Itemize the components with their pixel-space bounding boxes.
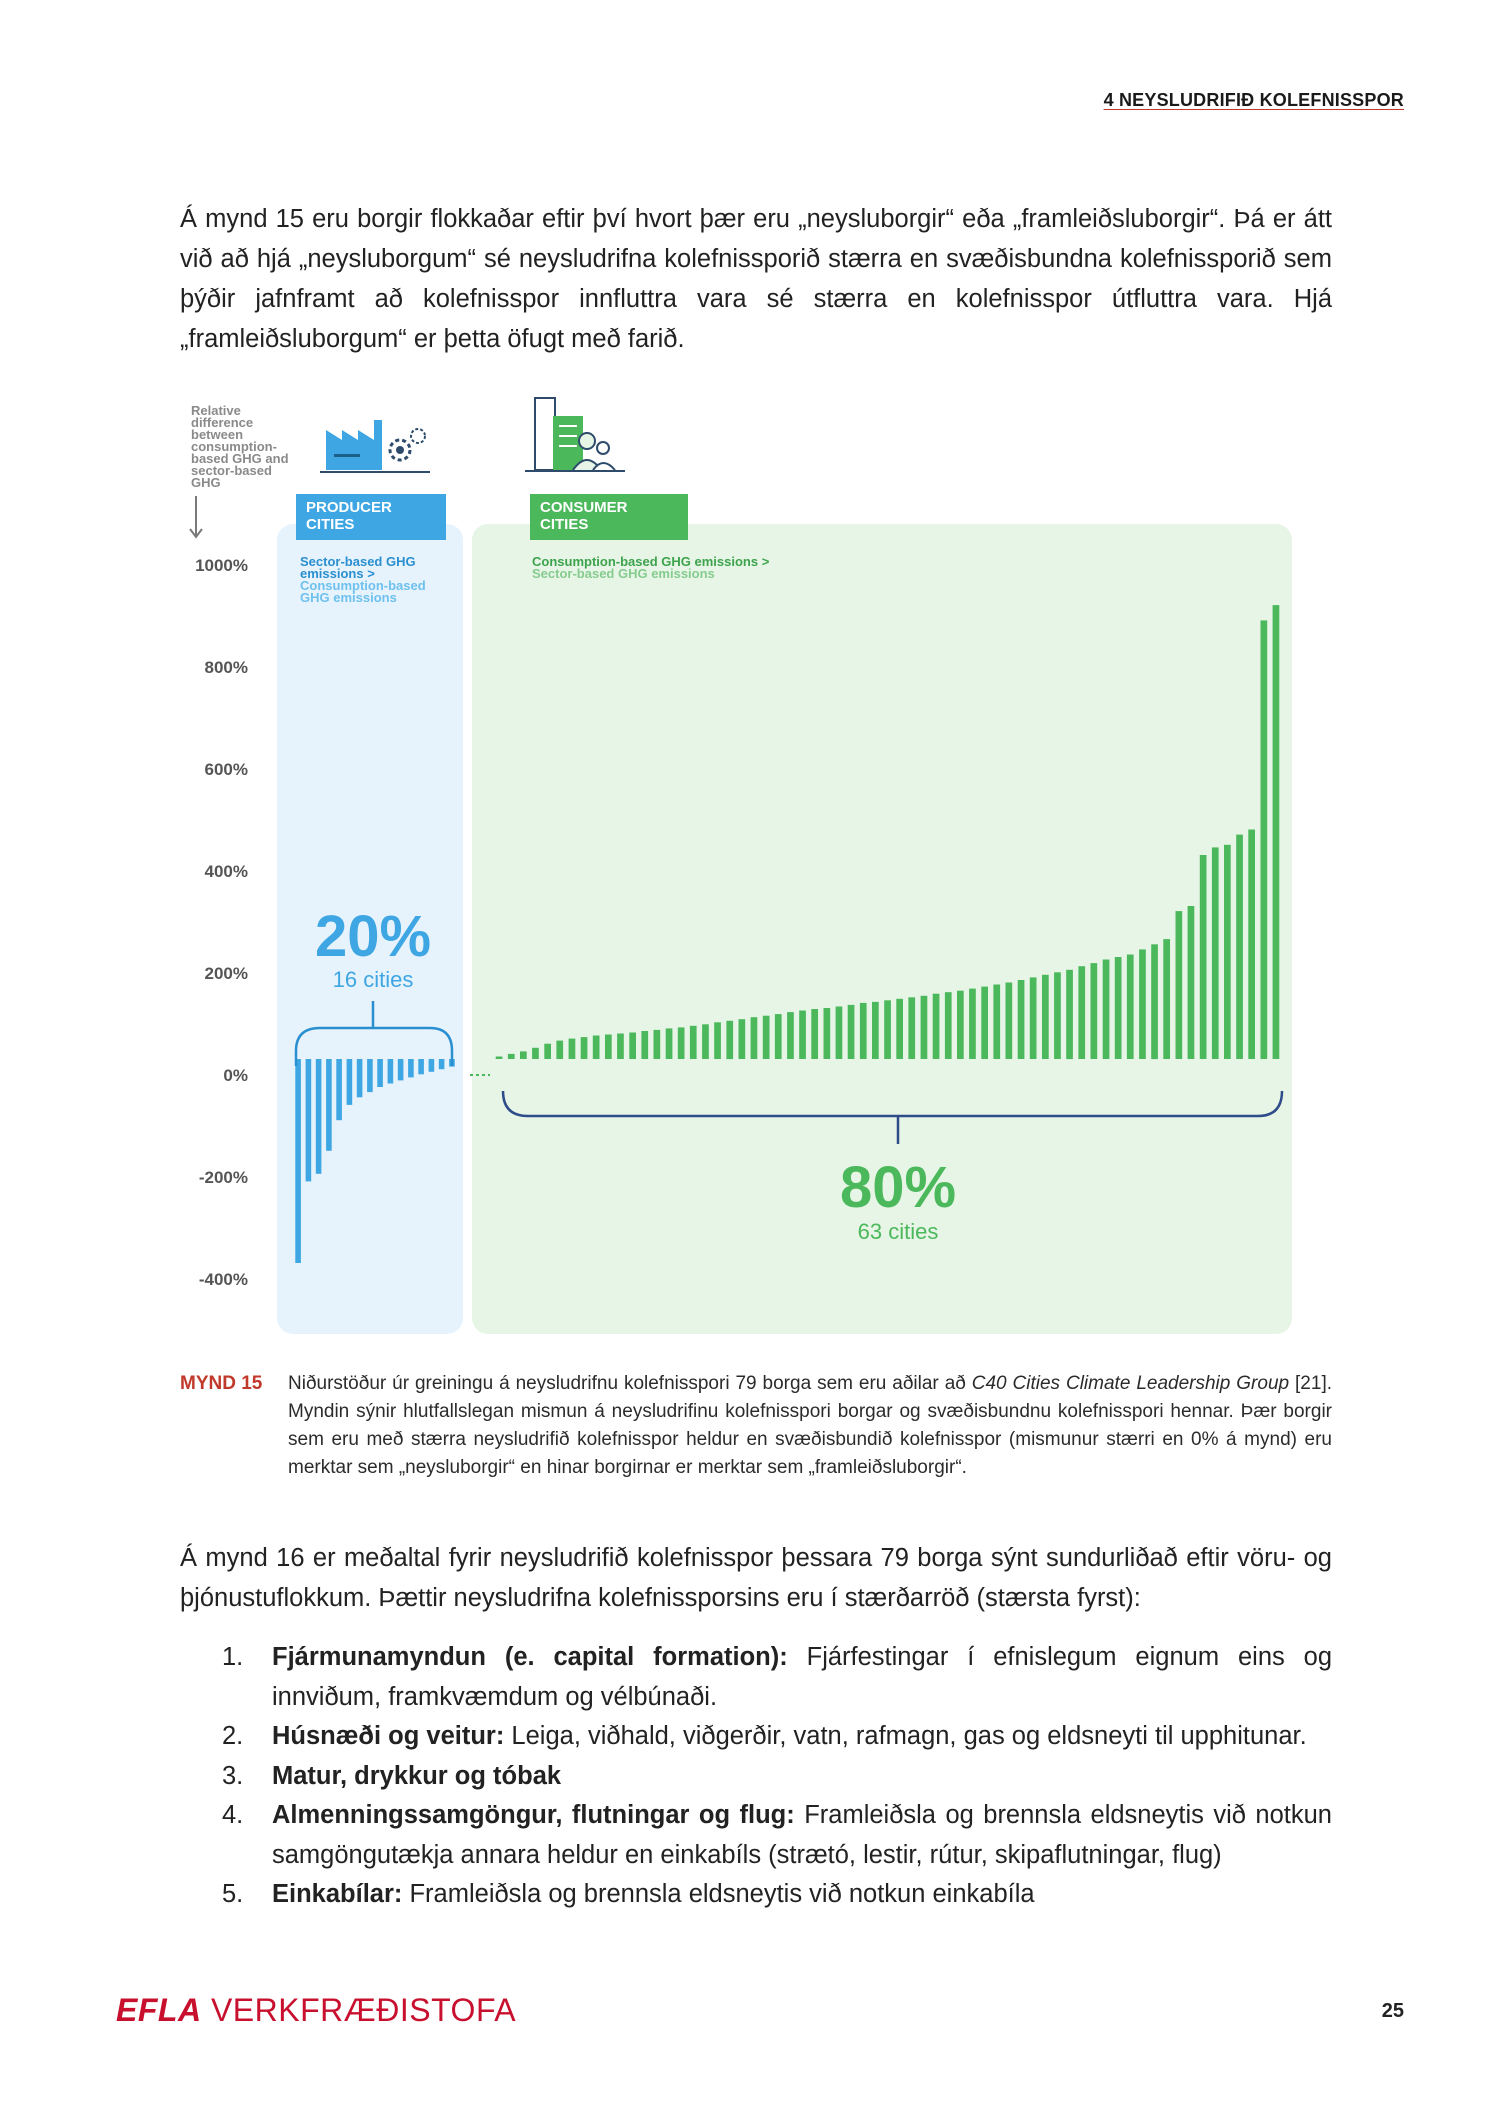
consumer-bar (872, 1002, 879, 1059)
producer-count: 16 cities (332, 967, 414, 992)
consumer-bar (726, 1021, 733, 1059)
consumer-bar (556, 1041, 563, 1059)
consumer-bar (1091, 963, 1098, 1059)
consumer-title-line: CITIES (540, 516, 589, 533)
consumer-bar (921, 996, 928, 1059)
y-tick-label: 200% (204, 964, 248, 983)
efla-logo: EFLA VERKFRÆÐISTOFA (116, 1992, 517, 2028)
producer-bar (439, 1059, 445, 1069)
consumer-bar (641, 1031, 648, 1059)
consumer-bar (908, 997, 915, 1059)
consumer-bar (763, 1016, 770, 1059)
consumer-bar (1127, 955, 1134, 1060)
consumer-bar (520, 1051, 527, 1059)
consumer-bar (981, 987, 988, 1059)
consumer-bar (544, 1044, 551, 1059)
list-item-text: Framleiðsla og brennsla eldsneytis við notkun einkabíla (402, 1880, 1035, 1908)
figure-15-chart (180, 396, 1330, 1346)
consumer-bar (678, 1027, 685, 1059)
producer-bar (388, 1059, 394, 1084)
list-number: 1. (222, 1643, 244, 1671)
consumer-bar (1115, 957, 1122, 1059)
producer-bar (316, 1059, 322, 1174)
consumer-bar (775, 1014, 782, 1059)
y-axis-label-line: between (191, 427, 244, 442)
consumer-bar (605, 1035, 612, 1060)
factory-icon (320, 420, 430, 472)
y-tick-label: 600% (204, 760, 248, 779)
y-axis-label (191, 403, 292, 490)
producer-bar (398, 1059, 404, 1080)
producer-subtitle-line: Sector-based GHG (300, 554, 416, 569)
consumer-bar (508, 1054, 515, 1059)
consumer-bar (1103, 960, 1110, 1060)
consumer-bar (1151, 944, 1158, 1059)
consumer-bar (617, 1034, 624, 1060)
consumer-bar (714, 1022, 721, 1059)
intro-paragraph: Á mynd 15 eru borgir flokkaðar eftir því hvort þær eru „neysluborgir“ eða „framleiðsluborgir“. Þá er átt við að hjá „neysluborgum“ sé neysludrifna kolefnissporið stærra en svæðisbundna kolefnissporið sem þýðir jafnframt að kolefnisspor innfluttra vara sé stærra en kolefnisspor útfluttra vara. Hjá „framleiðsluborgum“ er þetta öfugt með farið. (180, 205, 1332, 353)
consumer-bar (884, 1000, 891, 1059)
down-arrow-icon (190, 496, 202, 537)
y-axis-label-line: GHG (191, 475, 221, 490)
consumer-bar (739, 1019, 746, 1059)
y-tick-label: -200% (198, 1168, 248, 1187)
consumer-bar (1188, 906, 1195, 1059)
list-item (222, 1875, 1332, 1915)
second-paragraph: Á mynd 16 er meðaltal fyrir neysludrifið kolefnisspor þessara 79 borga sýnt sundurliðað eftir vöru- og þjónustuflokkum. Þættir neysludrifna kolefnissporsins eru í stærðarröð (stærsta fyrst): (180, 1544, 1332, 1612)
consumer-bar (1236, 835, 1243, 1059)
consumer-subtitle-line: Consumption-based GHG emissions > (532, 554, 770, 569)
list-item-title: Húsnæði og veitur: (272, 1722, 505, 1750)
producer-subtitle-line: GHG emissions (300, 590, 397, 605)
consumer-bar (993, 985, 1000, 1060)
y-tick-label: 0% (223, 1066, 248, 1085)
producer-bar (357, 1059, 363, 1097)
consumer-bar (799, 1011, 806, 1060)
producer-percent: 20% (314, 904, 432, 969)
consumer-bar (836, 1007, 843, 1060)
consumer-bar (1176, 911, 1183, 1059)
consumer-bar (1212, 847, 1219, 1059)
producer-bar (377, 1059, 383, 1087)
list-item-title: Matur, drykkur og tóbak (272, 1761, 562, 1790)
consumer-bar (1248, 830, 1255, 1060)
consumer-bar (848, 1005, 855, 1059)
y-tick-label: -400% (198, 1270, 248, 1289)
producer-bar (306, 1059, 312, 1181)
consumer-bar (824, 1008, 831, 1059)
consumer-bar (690, 1026, 697, 1059)
list-item-title: Almenningssamgöngur, flutningar og flug: (272, 1801, 795, 1829)
consumer-bar (1224, 845, 1231, 1059)
consumer-bar (896, 999, 903, 1059)
y-tick-label: 400% (204, 862, 248, 881)
producer-title-line: CITIES (306, 516, 355, 533)
consumer-subtitle-line: Sector-based GHG emissions (532, 566, 715, 581)
producer-subtitle-line: emissions > (300, 566, 375, 581)
consumer-bar (969, 989, 976, 1059)
consumer-bar (860, 1003, 867, 1059)
page-number: 25 (1381, 2000, 1404, 2022)
producer-bar (367, 1059, 373, 1092)
list-item (222, 1717, 1332, 1757)
consumer-bar (629, 1033, 636, 1060)
consumer-bar (1078, 966, 1085, 1059)
consumer-city-icon (525, 398, 625, 471)
consumer-bar (569, 1039, 576, 1059)
consumer-bar (1006, 983, 1013, 1060)
producer-bar (418, 1059, 424, 1074)
y-axis-label-line: consumption- (191, 439, 277, 454)
consumer-bar (702, 1024, 709, 1059)
producer-bar (336, 1059, 342, 1120)
list-number: 3. (222, 1761, 244, 1790)
consumer-bar (1054, 972, 1061, 1059)
consumer-bar (1139, 949, 1146, 1059)
consumer-bar (957, 991, 964, 1059)
consumer-bar (1200, 855, 1207, 1059)
consumer-bar (1030, 977, 1037, 1059)
consumer-bar (787, 1012, 794, 1059)
consumer-bar (581, 1037, 588, 1059)
section-header: 4 NEYSLUDRIFIÐ KOLEFNISSPOR (1103, 90, 1404, 110)
caption-label: MYND 15 (180, 1373, 263, 1394)
consumer-bar (1042, 975, 1049, 1059)
list-item-title: Fjármunamyndun (e. capital formation): (272, 1643, 788, 1671)
consumer-bar (496, 1057, 503, 1060)
consumer-title-line: CONSUMER (540, 499, 628, 516)
consumer-count: 63 cities (857, 1219, 939, 1244)
consumer-bar (1163, 939, 1170, 1059)
producer-subtitle-line: Consumption-based (300, 578, 426, 593)
consumer-bar (532, 1048, 539, 1059)
list-item-title: Einkabílar: (272, 1880, 403, 1908)
producer-bar (295, 1059, 301, 1263)
list-item-text: Leiga, viðhald, viðgerðir, vatn, rafmagn, gas og eldsneyti til upphitunar. (504, 1722, 1307, 1750)
consumer-bar (1018, 980, 1025, 1059)
consumer-bar (1261, 620, 1268, 1059)
list-item (222, 1638, 1332, 1717)
producer-title-line: PRODUCER (306, 499, 392, 516)
consumer-bar (751, 1017, 758, 1059)
consumer-bar (1066, 970, 1073, 1059)
list-item-text: Fjárfestingar í efnislegum eignum eins og innviðum, framkvæmdum og vélbúnaði. (272, 1643, 1333, 1711)
list-number: 2. (222, 1722, 244, 1750)
consumer-bar (593, 1036, 600, 1060)
consumer-bar (654, 1030, 661, 1059)
y-axis-label-line: sector-based (191, 463, 272, 478)
consumer-percent: 80% (839, 1155, 957, 1220)
consumer-bar (811, 1009, 818, 1059)
consumer-bar (1273, 605, 1280, 1059)
consumer-bar (945, 992, 952, 1059)
list-item (222, 1796, 1332, 1875)
consumer-bar (933, 994, 940, 1059)
caption-text: Niðurstöður úr greiningu á neysludrifnu kolefnisspori 79 borga sem eru aðilar að C40 Cities Climate Leadership Group [21]. Myndin sýnir hlutfallslegan mismun á neysludrifinu kolefnisspori borgar og svæðisbundnu kolefnisspori hennar. Þær borgir sem eru með stærra neysludrifið kolefnisspor heldur en svæðisbundið kolefnisspor (mismunur stærri en 0% á mynd) eru merktar sem „neysluborgir“ en hinar borgirnar er merktar sem „framleiðsluborgir“. (288, 1373, 1332, 1478)
y-axis-label-line: Relative (191, 403, 241, 418)
figure-caption (180, 1370, 1332, 1482)
y-axis-label-line: difference (191, 415, 254, 430)
y-tick-label: 1000% (195, 556, 248, 575)
producer-bar (429, 1059, 435, 1072)
y-axis-label-line: based GHG and (191, 451, 289, 466)
producer-bar (326, 1059, 332, 1151)
list-number: 4. (222, 1801, 244, 1829)
category-list (222, 1638, 1332, 1915)
y-tick-label: 800% (204, 658, 248, 677)
list-number: 5. (222, 1880, 244, 1908)
producer-bar (347, 1059, 353, 1105)
list-item (222, 1757, 1332, 1797)
list-item-text: Framleiðsla og brennsla eldsneytis við notkun samgöngutækja annara heldur en einkabíls (strætó, lestir, rútur, skipaflutningar, flug) (272, 1801, 1332, 1869)
producer-bar (408, 1059, 414, 1077)
consumer-bar (666, 1028, 673, 1059)
